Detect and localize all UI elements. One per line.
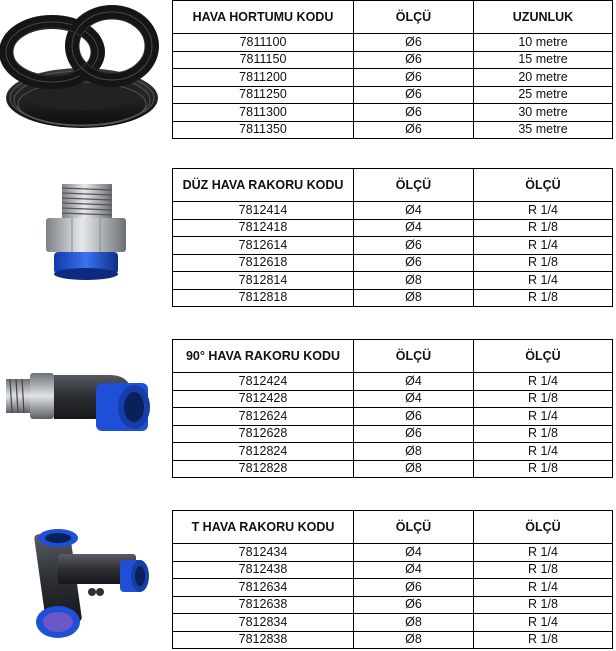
- table-row: [173, 86, 613, 104]
- size-cell: Ø6: [354, 69, 474, 87]
- size-cell: Ø4: [354, 219, 474, 237]
- table-row: [173, 121, 613, 139]
- size-cell: Ø8: [354, 631, 474, 649]
- code-cell: 7812818: [173, 289, 354, 307]
- table-header-row: [173, 511, 613, 544]
- size-cell: Ø6: [354, 51, 474, 69]
- elbow-fitting-table: [172, 339, 613, 478]
- code-cell: 7812424: [173, 373, 354, 391]
- air-hose-coil-icon: [0, 0, 170, 136]
- elbow-fitting-icon: [0, 339, 170, 475]
- code-cell: 7812838: [173, 631, 354, 649]
- table-row: [173, 202, 613, 220]
- thread-cell: R 1/8: [474, 219, 613, 237]
- table-row: [173, 237, 613, 255]
- table-row: [173, 34, 613, 52]
- thread-cell: R 1/4: [474, 408, 613, 426]
- table-row: [173, 544, 613, 562]
- code-cell: 7812414: [173, 202, 354, 220]
- length-cell: 20 metre: [474, 69, 613, 87]
- tee-fitting-table: [172, 510, 613, 649]
- table-row: [173, 219, 613, 237]
- column-header: ÖLÇÜ: [354, 169, 474, 202]
- thread-cell: R 1/4: [474, 237, 613, 255]
- size-cell: Ø6: [354, 237, 474, 255]
- code-cell: 7812828: [173, 460, 354, 478]
- thread-cell: R 1/4: [474, 544, 613, 562]
- thread-cell: R 1/8: [474, 460, 613, 478]
- length-cell: 10 metre: [474, 34, 613, 52]
- length-cell: 25 metre: [474, 86, 613, 104]
- size-cell: Ø6: [354, 596, 474, 614]
- size-cell: Ø8: [354, 460, 474, 478]
- thread-cell: R 1/4: [474, 202, 613, 220]
- column-header: ÖLÇÜ: [474, 511, 613, 544]
- length-cell: 15 metre: [474, 51, 613, 69]
- table-row: [173, 104, 613, 122]
- size-cell: Ø4: [354, 544, 474, 562]
- code-cell: 7811100: [173, 34, 354, 52]
- size-cell: Ø4: [354, 202, 474, 220]
- table-row: [173, 631, 613, 649]
- table-row: [173, 443, 613, 461]
- code-cell: 7812634: [173, 579, 354, 597]
- thread-cell: R 1/8: [474, 631, 613, 649]
- thread-cell: R 1/4: [474, 443, 613, 461]
- column-header: HAVA HORTUMU KODU: [173, 1, 354, 34]
- table-row: [173, 51, 613, 69]
- length-cell: 30 metre: [474, 104, 613, 122]
- air-hose-table: [172, 0, 613, 139]
- code-cell: 7811250: [173, 86, 354, 104]
- straight-fitting-icon: [0, 168, 170, 304]
- table-row: [173, 390, 613, 408]
- code-cell: 7812614: [173, 237, 354, 255]
- thread-cell: R 1/8: [474, 254, 613, 272]
- size-cell: Ø6: [354, 104, 474, 122]
- table-header-row: [173, 1, 613, 34]
- column-header: ÖLÇÜ: [354, 340, 474, 373]
- tee-fitting-icon: [0, 510, 170, 646]
- thread-cell: R 1/8: [474, 289, 613, 307]
- column-header: DÜZ HAVA RAKORU KODU: [173, 169, 354, 202]
- table-row: [173, 289, 613, 307]
- thread-cell: R 1/4: [474, 614, 613, 632]
- table-row: [173, 272, 613, 290]
- size-cell: Ø4: [354, 561, 474, 579]
- code-cell: 7812438: [173, 561, 354, 579]
- size-cell: Ø6: [354, 254, 474, 272]
- size-cell: Ø4: [354, 390, 474, 408]
- table-header-row: [173, 340, 613, 373]
- code-cell: 7812428: [173, 390, 354, 408]
- size-cell: Ø6: [354, 34, 474, 52]
- thread-cell: R 1/4: [474, 373, 613, 391]
- size-cell: Ø8: [354, 443, 474, 461]
- length-cell: 35 metre: [474, 121, 613, 139]
- table-row: [173, 373, 613, 391]
- column-header: ÖLÇÜ: [354, 511, 474, 544]
- code-cell: 7812618: [173, 254, 354, 272]
- thread-cell: R 1/4: [474, 272, 613, 290]
- table-row: [173, 69, 613, 87]
- size-cell: Ø8: [354, 272, 474, 290]
- size-cell: Ø4: [354, 373, 474, 391]
- size-cell: Ø6: [354, 579, 474, 597]
- code-cell: 7812638: [173, 596, 354, 614]
- code-cell: 7812624: [173, 408, 354, 426]
- code-cell: 7811300: [173, 104, 354, 122]
- table-row: [173, 460, 613, 478]
- table-row: [173, 596, 613, 614]
- code-cell: 7812418: [173, 219, 354, 237]
- code-cell: 7812434: [173, 544, 354, 562]
- straight-fitting-table: [172, 168, 613, 307]
- column-header: ÖLÇÜ: [474, 340, 613, 373]
- column-header: ÖLÇÜ: [474, 169, 613, 202]
- thread-cell: R 1/8: [474, 390, 613, 408]
- code-cell: 7811200: [173, 69, 354, 87]
- size-cell: Ø6: [354, 408, 474, 426]
- code-cell: 7812628: [173, 425, 354, 443]
- size-cell: Ø8: [354, 289, 474, 307]
- code-cell: 7812834: [173, 614, 354, 632]
- thread-cell: R 1/8: [474, 561, 613, 579]
- table-header-row: [173, 169, 613, 202]
- code-cell: 7812824: [173, 443, 354, 461]
- table-row: [173, 579, 613, 597]
- column-header: 90° HAVA RAKORU KODU: [173, 340, 354, 373]
- thread-cell: R 1/8: [474, 596, 613, 614]
- column-header: UZUNLUK: [474, 1, 613, 34]
- size-cell: Ø6: [354, 425, 474, 443]
- size-cell: Ø8: [354, 614, 474, 632]
- table-row: [173, 614, 613, 632]
- table-row: [173, 561, 613, 579]
- size-cell: Ø6: [354, 121, 474, 139]
- table-row: [173, 408, 613, 426]
- thread-cell: R 1/8: [474, 425, 613, 443]
- column-header: ÖLÇÜ: [354, 1, 474, 34]
- column-header: T HAVA RAKORU KODU: [173, 511, 354, 544]
- code-cell: 7811150: [173, 51, 354, 69]
- code-cell: 7812814: [173, 272, 354, 290]
- code-cell: 7811350: [173, 121, 354, 139]
- thread-cell: R 1/4: [474, 579, 613, 597]
- size-cell: Ø6: [354, 86, 474, 104]
- table-row: [173, 425, 613, 443]
- table-row: [173, 254, 613, 272]
